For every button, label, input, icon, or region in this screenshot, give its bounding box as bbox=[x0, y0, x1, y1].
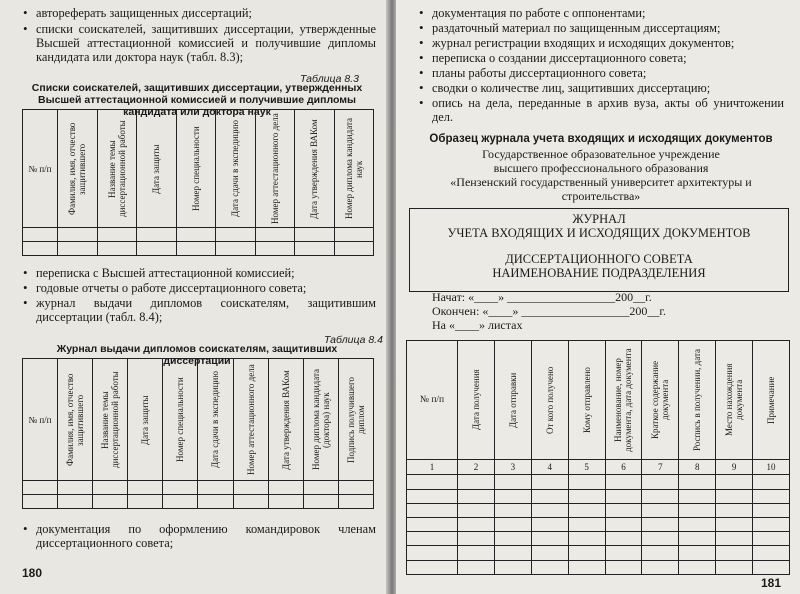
col-header: Название темы диссертационной работы bbox=[97, 110, 137, 228]
table-row bbox=[407, 503, 790, 517]
col-header: Кому отправлено bbox=[568, 341, 605, 460]
col-header: Наименование, номер документа, дата документа bbox=[605, 341, 642, 460]
bullet-item: • переписка о создании диссертационного совета; bbox=[432, 51, 782, 65]
col-header: Дата сдачи в экспедицию bbox=[216, 110, 256, 228]
bullet-item: • журнал регистрации входящих и исходящих документов; bbox=[432, 36, 782, 50]
bullet-item: • раздаточный материал по защищенным диссертациям; bbox=[432, 21, 782, 35]
col-header: Номер специальности bbox=[176, 110, 216, 228]
column-number-row bbox=[407, 460, 790, 475]
table-caption: Списки соискателей, защитивших диссертации, утвержденных Высшей аттестационной комиссией и получившие дипломы кандидата или доктора наук bbox=[31, 82, 363, 118]
bullet-item: • годовые отчеты о работе диссертационного совета; bbox=[36, 281, 376, 295]
col-number: 9 bbox=[716, 460, 753, 475]
left-page bbox=[0, 0, 388, 594]
table-caption: Журнал выдачи дипломов соискателям, защитивших диссертации bbox=[56, 343, 338, 367]
col-header: Номер специальности bbox=[163, 359, 198, 481]
table-row bbox=[23, 495, 374, 509]
bullet-item: • документация по работе с оппонентами; bbox=[432, 6, 782, 20]
table-row bbox=[407, 489, 790, 503]
col-number: 6 bbox=[605, 460, 642, 475]
bullet-item: • документация по оформлению командировок членам диссертационного совета; bbox=[36, 522, 376, 550]
col-header: Дата защиты bbox=[128, 359, 163, 481]
journal-title-box bbox=[409, 208, 789, 292]
col-number: 3 bbox=[494, 460, 531, 475]
col-header: Дата защиты bbox=[137, 110, 177, 228]
col-header: Роспись в получении, дата bbox=[679, 341, 716, 460]
col-header: № п/п bbox=[407, 341, 458, 460]
table-row bbox=[23, 228, 374, 242]
col-header: Номер диплома кандидата (доктора) наук bbox=[303, 359, 338, 481]
bullet-item: • автореферать защищенных диссертаций; bbox=[36, 6, 376, 20]
col-number: 10 bbox=[753, 460, 790, 475]
table-row bbox=[23, 242, 374, 256]
table-row bbox=[407, 560, 790, 574]
started-field: Начат: «____» __________________200__г. bbox=[432, 290, 652, 304]
col-header: Номер диплома кандидата наук bbox=[334, 110, 374, 228]
table-row bbox=[407, 532, 790, 546]
org-line: высшего профессионального образования bbox=[493, 161, 709, 175]
col-number: 1 bbox=[407, 460, 458, 475]
col-number: 7 bbox=[642, 460, 679, 475]
col-number: 5 bbox=[568, 460, 605, 475]
right-page bbox=[396, 0, 800, 594]
col-header: Дата утверждения ВАКом bbox=[295, 110, 335, 228]
col-number: 4 bbox=[531, 460, 568, 475]
bullet-item: • сводки о количестве лиц, защитивших диссертацию; bbox=[432, 81, 782, 95]
bullet-item: • переписка с Высшей аттестационной комиссией; bbox=[36, 266, 376, 280]
journal-department: НАИМЕНОВАНИЕ ПОДРАЗДЕЛЕНИЯ bbox=[492, 266, 706, 280]
col-header: Номер аттестационного дела bbox=[233, 359, 268, 481]
journal-council: ДИССЕРТАЦИОННОГО СОВЕТА bbox=[505, 252, 693, 266]
col-header: Фамилия, имя, отчество защитившего bbox=[58, 359, 93, 481]
table-number: Таблица 8.3 bbox=[300, 73, 359, 85]
page-number: 181 bbox=[761, 576, 782, 590]
bullet-item: • планы работы диссертационного совета; bbox=[432, 66, 782, 80]
col-header: Номер аттестационного дела bbox=[255, 110, 295, 228]
col-header: Дата утверждения ВАКом bbox=[268, 359, 303, 481]
bullet-item: • журнал выдачи дипломов соискателям, защитившим диссертации (табл. 8.4); bbox=[36, 296, 376, 324]
page-number: 180 bbox=[22, 566, 43, 580]
col-header: Примечание bbox=[753, 341, 790, 460]
col-header: Подпись получившего диплом bbox=[338, 359, 373, 481]
col-header: Дата получения bbox=[458, 341, 495, 460]
bullet-item: • опись на дела, переданные в архив вуза, акты об уничтожении дел. bbox=[432, 96, 784, 124]
table-row bbox=[23, 481, 374, 495]
ended-field: Окончен: «____» __________________200__г. bbox=[432, 304, 666, 318]
sample-heading: Образец журнала учета входящих и исходящих документов bbox=[429, 133, 773, 145]
col-header: Дата отправки bbox=[494, 341, 531, 460]
journal-title: ЖУРНАЛ bbox=[572, 212, 626, 226]
registration-table bbox=[406, 340, 790, 575]
org-line: Государственное образовательное учреждение bbox=[482, 147, 720, 161]
col-header: От кого получено bbox=[531, 341, 568, 460]
col-header: № п/п bbox=[23, 110, 58, 228]
org-line: «Пензенский государственный университет архитектуры и строительства» bbox=[450, 175, 752, 203]
col-header: Место нахождения документа bbox=[716, 341, 753, 460]
col-header: Фамилия, имя, отчество защитившего bbox=[58, 110, 98, 228]
col-header: Название темы диссертационной работы bbox=[93, 359, 128, 481]
journal-subtitle: УЧЕТА ВХОДЯЩИХ И ИСХОДЯЩИХ ДОКУМЕНТОВ bbox=[447, 226, 751, 240]
table-row bbox=[407, 475, 790, 489]
table-number: Таблица 8.4 bbox=[324, 334, 383, 346]
bullet-item: • списки соискателей, защитивших диссертации, утвержденные Высшей аттестационной комиссией и получившие дипломы кандидата или доктора наук (табл. 8.3); bbox=[36, 22, 376, 64]
col-number: 8 bbox=[679, 460, 716, 475]
col-header: № п/п bbox=[23, 359, 58, 481]
col-header: Краткое содержание документа bbox=[642, 341, 679, 460]
col-header: Дата сдачи в экспедицию bbox=[198, 359, 233, 481]
table-row bbox=[407, 546, 790, 560]
table-8-4 bbox=[22, 358, 374, 509]
table-8-3 bbox=[22, 109, 374, 256]
col-number: 2 bbox=[458, 460, 495, 475]
sheets-field: На «____» листах bbox=[432, 318, 523, 332]
table-row bbox=[407, 517, 790, 531]
